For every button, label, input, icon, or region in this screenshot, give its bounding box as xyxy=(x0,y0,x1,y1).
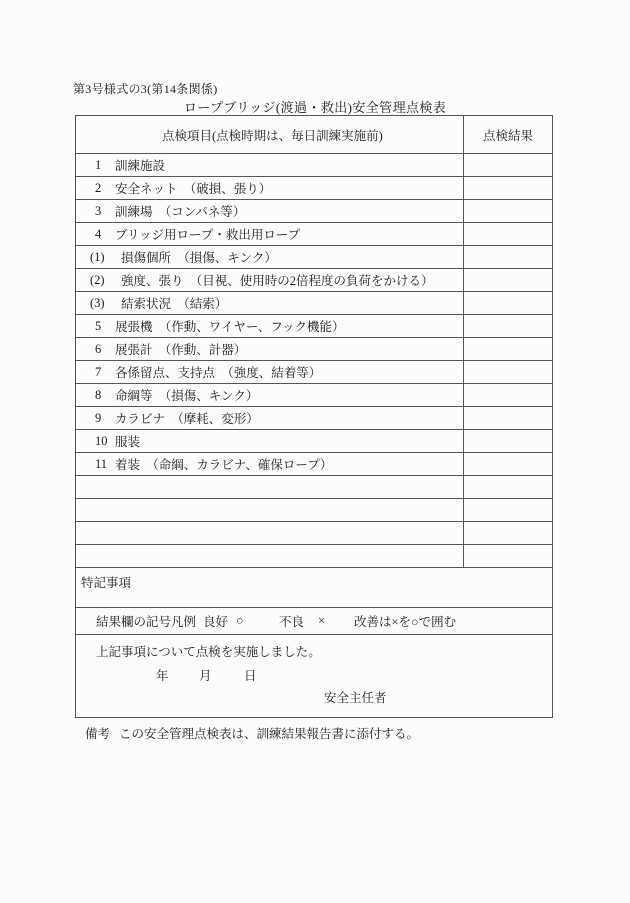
inspection-result-cell xyxy=(464,430,552,452)
table-row xyxy=(76,246,552,269)
item-label: 安全ネット （破損、張り） xyxy=(115,182,272,196)
item-label: 損傷個所 （損傷、キンク） xyxy=(121,251,277,265)
header-result-column: 点検結果 xyxy=(482,128,533,143)
item-number: 10 xyxy=(95,433,108,448)
item-number: 1 xyxy=(95,157,102,172)
signer-label: 安全主任者 xyxy=(324,691,387,705)
year-label: 年 xyxy=(156,669,169,683)
item-number: 6 xyxy=(95,341,102,356)
legend-caption: 結果欄の記号凡例 xyxy=(96,615,197,629)
item-label: 結索状況 （結索） xyxy=(121,297,228,311)
table-row xyxy=(76,200,552,223)
statement-row xyxy=(76,635,552,717)
document-title: ロープブリッジ(渡過・救出)安全管理点検表 xyxy=(183,100,447,115)
inspection-result-cell xyxy=(464,223,552,245)
item-label: 訓練場 （コンパネ等） xyxy=(115,205,246,219)
table-header-row xyxy=(76,116,552,154)
item-number: (1) xyxy=(90,249,105,264)
table-row xyxy=(76,223,552,246)
legend-row xyxy=(76,608,552,635)
inspection-result-cell xyxy=(464,545,552,567)
circle-symbol: ○ xyxy=(236,613,244,628)
month-label: 月 xyxy=(199,669,212,683)
inspection-item-cell xyxy=(76,476,464,498)
inspection-result-cell xyxy=(464,361,552,383)
item-number: 5 xyxy=(95,318,102,333)
remarks-label: 備考 xyxy=(85,727,111,741)
item-label: 展張計 （作動、計器） xyxy=(115,343,247,357)
item-label: 展張機 （作動、ワイヤー、フック機能） xyxy=(115,320,345,334)
item-label: ブリッジ用ロープ・救出用ロープ xyxy=(115,228,301,242)
item-number: (3) xyxy=(90,295,105,310)
statement-text: 上記事項について点検を実施しました。 xyxy=(96,645,321,659)
inspection-item-cell xyxy=(76,384,464,406)
table-row xyxy=(76,453,552,476)
item-number: 2 xyxy=(95,180,102,195)
cross-symbol: × xyxy=(318,613,326,628)
item-number: 3 xyxy=(95,203,102,218)
inspection-item-cell xyxy=(76,338,464,360)
inspection-result-cell xyxy=(464,200,552,222)
remarks-text: この安全管理点検表は、訓練結果報告書に添付する。 xyxy=(119,727,420,741)
item-number: 7 xyxy=(95,364,102,379)
inspection-item-cell xyxy=(76,545,464,567)
inspection-result-cell xyxy=(464,315,552,337)
inspection-result-cell xyxy=(464,177,552,199)
table-row xyxy=(76,154,552,177)
item-label: 各係留点、支持点 （強度、結着等） xyxy=(115,366,322,380)
special-notes-label: 特記事項 xyxy=(81,576,132,590)
inspection-item-cell xyxy=(76,315,464,337)
inspection-item-cell xyxy=(76,361,464,383)
table-row xyxy=(76,522,552,545)
inspection-item-cell xyxy=(76,430,464,452)
item-number: 11 xyxy=(95,456,108,471)
table-row xyxy=(76,269,552,292)
item-label: 服装 xyxy=(115,435,141,449)
inspection-result-cell xyxy=(464,292,552,314)
inspection-item-cell xyxy=(76,522,464,544)
table-row xyxy=(76,407,552,430)
table-row xyxy=(76,545,552,568)
table-row xyxy=(76,292,552,315)
day-label: 日 xyxy=(244,669,257,683)
table-row xyxy=(76,177,552,200)
form-number: 第3号様式の3(第14条関係) xyxy=(73,82,218,96)
item-label: 命綱等 （損傷、キンク） xyxy=(115,389,259,403)
item-number: (2) xyxy=(90,272,105,287)
header-item-column: 点検項目(点検時期は、毎日訓練実施前) xyxy=(76,116,464,153)
inspection-result-cell xyxy=(464,522,552,544)
table-row xyxy=(76,338,552,361)
inspection-item-cell xyxy=(76,177,464,199)
inspection-item-cell xyxy=(76,154,464,176)
inspection-result-cell xyxy=(464,407,552,429)
inspection-item-cell xyxy=(76,200,464,222)
remarks-note xyxy=(85,724,419,742)
special-notes-row xyxy=(76,568,552,608)
checklist-rows xyxy=(76,154,552,568)
item-label: 強度、張り （目視、使用時の2倍程度の負荷をかける） xyxy=(121,274,434,288)
inspection-result-cell xyxy=(464,499,552,521)
inspection-result-cell xyxy=(464,338,552,360)
checklist-table xyxy=(75,115,553,718)
item-label: 訓練施設 xyxy=(115,159,166,173)
item-number: 8 xyxy=(95,387,102,402)
inspection-result-cell xyxy=(464,154,552,176)
inspection-result-cell xyxy=(464,269,552,291)
table-row xyxy=(76,384,552,407)
inspection-item-cell xyxy=(76,269,464,291)
inspection-result-cell xyxy=(464,384,552,406)
inspection-item-cell xyxy=(76,292,464,314)
item-number: 4 xyxy=(95,226,102,241)
table-row xyxy=(76,430,552,453)
inspection-item-cell xyxy=(76,223,464,245)
inspection-item-cell xyxy=(76,499,464,521)
table-row xyxy=(76,499,552,522)
table-row xyxy=(76,315,552,338)
item-label: 着装 （命綱、カラビナ、確保ロープ） xyxy=(115,458,333,472)
inspection-item-cell xyxy=(76,246,464,268)
table-row xyxy=(76,476,552,499)
inspection-item-cell xyxy=(76,453,464,475)
item-label: カラビナ （摩耗、変形） xyxy=(115,412,259,426)
legend-good-label: 良好 xyxy=(203,615,229,629)
inspection-item-cell xyxy=(76,407,464,429)
legend-bad-label: 不良 xyxy=(279,615,305,629)
item-number: 9 xyxy=(95,410,102,425)
inspection-result-cell xyxy=(464,246,552,268)
inspection-result-cell xyxy=(464,476,552,498)
inspection-result-cell xyxy=(464,453,552,475)
legend-improve-note: 改善は×を○で囲む xyxy=(354,615,457,629)
table-row xyxy=(76,361,552,384)
